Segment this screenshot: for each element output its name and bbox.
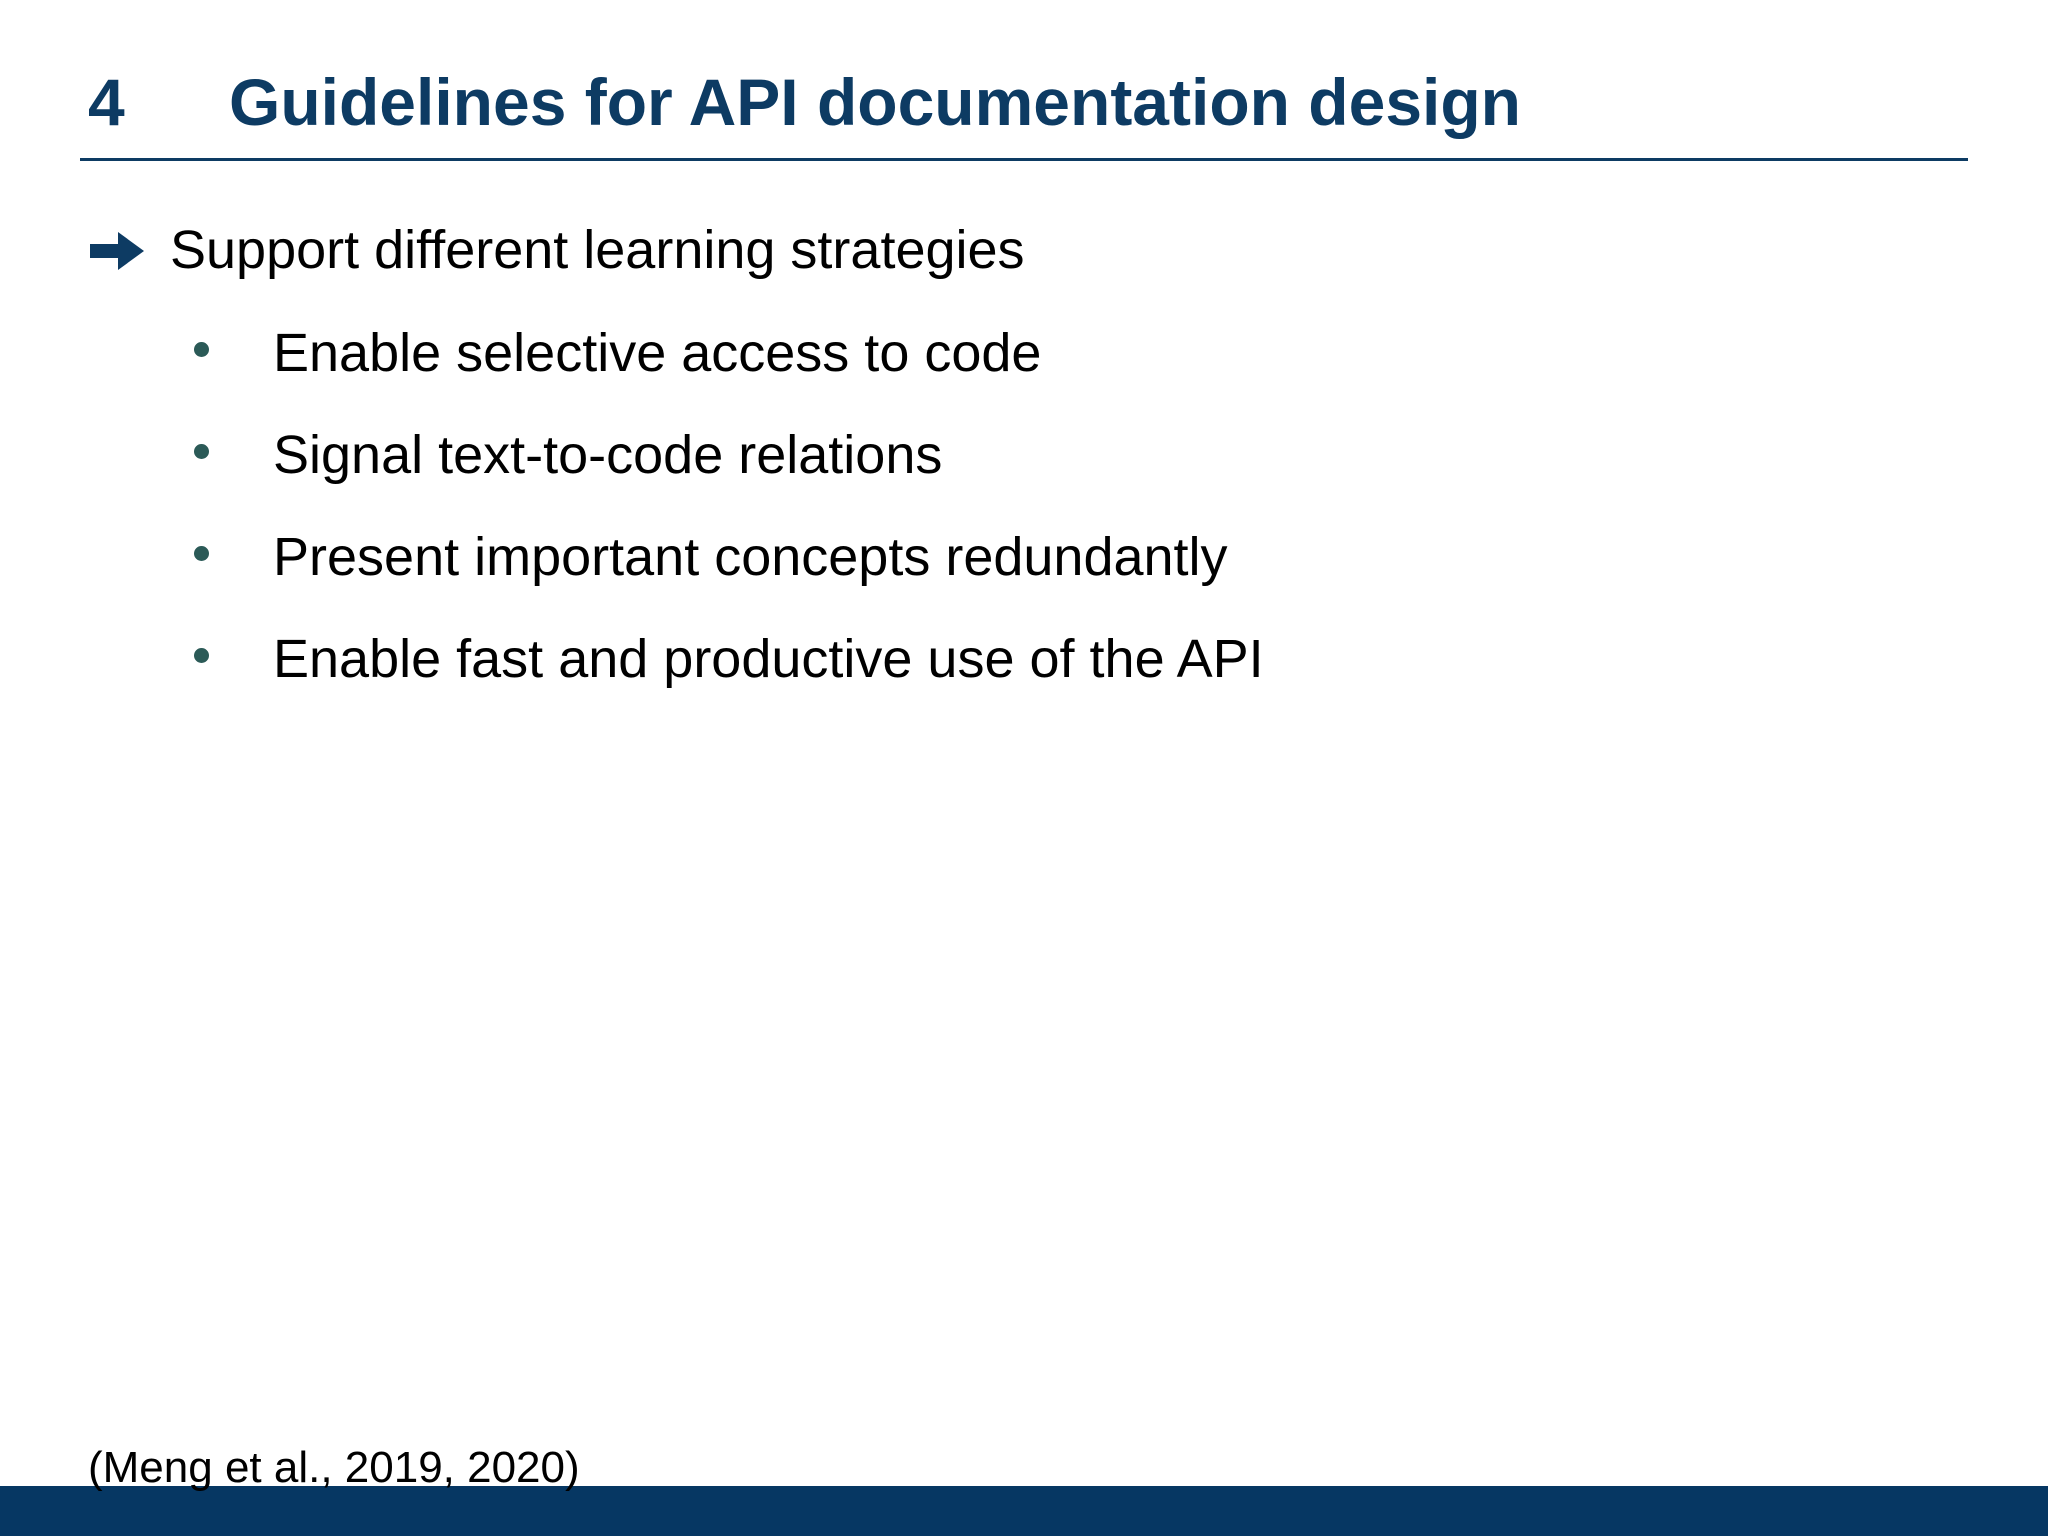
bullet-text: Enable fast and productive use of the API	[273, 629, 1264, 689]
bullet-dot-icon	[194, 342, 209, 357]
section-number: 4	[88, 65, 125, 139]
citation: (Meng et al., 2019, 2020)	[88, 1443, 580, 1492]
bullet-text: Enable selective access to code	[273, 323, 1042, 383]
bullet-list	[190, 318, 1890, 726]
list-item	[190, 522, 1890, 624]
list-item	[190, 420, 1890, 522]
bullet-text: Signal text-to-code relations	[273, 425, 943, 485]
page-title	[88, 62, 1968, 142]
bullet-dot-icon	[194, 546, 209, 561]
main-point-text: Support different learning strategies	[170, 220, 1025, 280]
title-divider	[80, 158, 1968, 161]
title-text: Guidelines for API documentation design	[229, 65, 1521, 139]
main-point	[88, 215, 1888, 285]
bullet-dot-icon	[194, 648, 209, 663]
bullet-dot-icon	[194, 444, 209, 459]
list-item	[190, 624, 1890, 726]
arrow-right-icon	[88, 229, 148, 273]
list-item	[190, 318, 1890, 420]
bullet-text: Present important concepts redundantly	[273, 527, 1228, 587]
